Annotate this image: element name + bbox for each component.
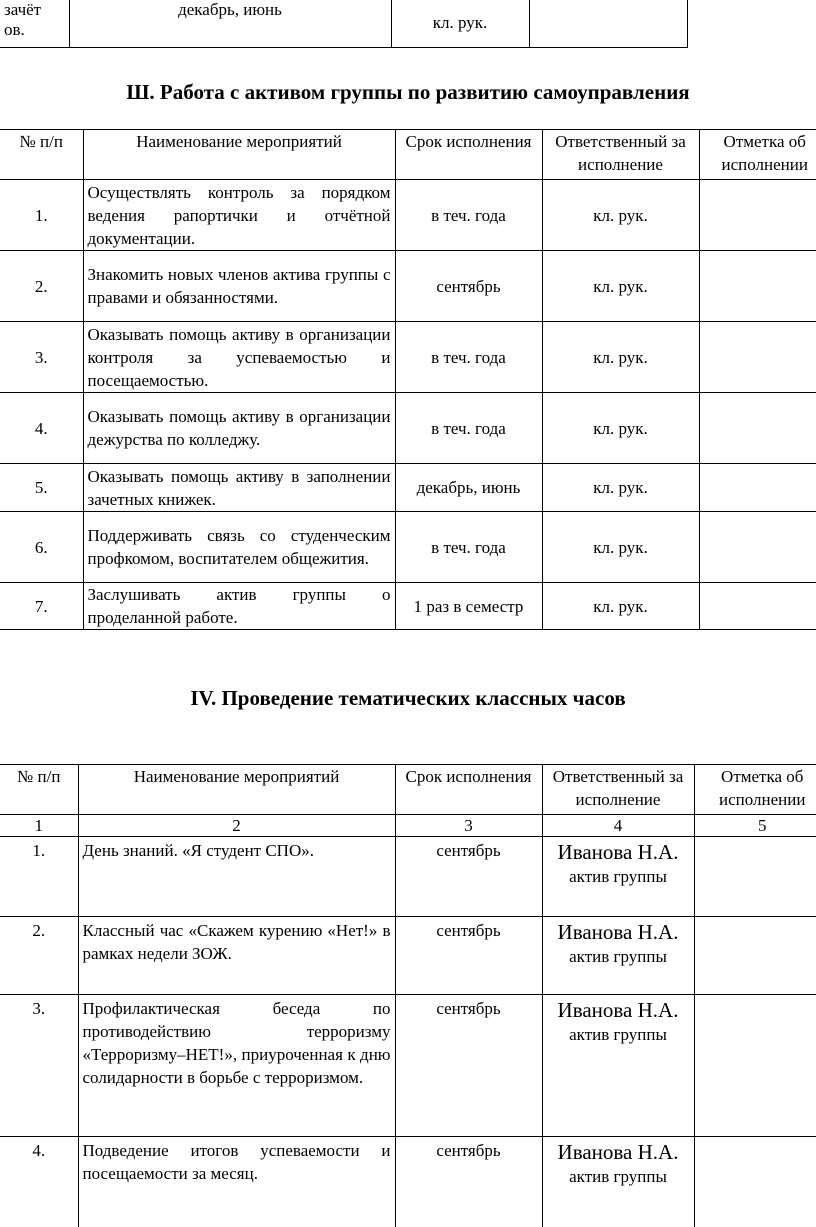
- row-mark: [699, 393, 816, 464]
- row-resp: кл. рук.: [542, 512, 699, 583]
- section-3-table: [0, 129, 816, 630]
- top-cell-3: кл. рук.: [391, 0, 529, 47]
- table-row: [0, 393, 816, 464]
- table-row: [0, 995, 816, 1137]
- table-row: [0, 180, 816, 251]
- row-term: сентябрь: [395, 995, 542, 1137]
- header-term: Срок исполнения: [395, 765, 542, 815]
- header-name: Наименование мероприятий: [78, 765, 395, 815]
- row-mark: [699, 464, 816, 512]
- header-resp: Ответственный за исполнение: [542, 130, 699, 180]
- header-mark: Отметка об исполнении: [699, 130, 816, 180]
- header-mark: Отметка об исполнении: [694, 765, 816, 815]
- row-term: декабрь, июнь: [395, 464, 542, 512]
- resp-name: Иванова Н.А.: [557, 998, 679, 1022]
- row-resp: [542, 995, 694, 1137]
- row-name: Поддерживать связь со студенческим профкомом, воспитателем общежития.: [83, 512, 395, 583]
- section-3-title: Ш. Работа с активом группы по развитию самоуправления: [126, 80, 690, 104]
- row-num: 4.: [0, 393, 83, 464]
- row-resp: [542, 837, 694, 917]
- row-name: Подведение итогов успеваемости и посещаемости за месяц.: [78, 1137, 395, 1227]
- row-term: 1 раз в семестр: [395, 583, 542, 630]
- row-resp: кл. рук.: [542, 583, 699, 630]
- row-num: 2.: [0, 917, 78, 995]
- row-num: 6.: [0, 512, 83, 583]
- row-mark: [699, 251, 816, 322]
- row-name: Оказывать помощь активу в организации контроля за успеваемостью и посещаемостью.: [83, 322, 395, 393]
- col-number: 1: [0, 815, 78, 837]
- row-name: Осуществлять контроль за порядком ведения рапортички и отчётной документации.: [83, 180, 395, 251]
- table-header-row: [0, 765, 816, 815]
- top-partial-table: [0, 0, 688, 48]
- resp-name: Иванова Н.А.: [557, 840, 679, 864]
- row-resp: [542, 1137, 694, 1227]
- resp-extra: актив группы: [569, 1167, 667, 1186]
- table-row: [0, 464, 816, 512]
- row-term: сентябрь: [395, 837, 542, 917]
- row-resp: кл. рук.: [542, 251, 699, 322]
- row-name: Классный час «Скажем курению «Нет!» в рамках недели ЗОЖ.: [78, 917, 395, 995]
- row-term: сентябрь: [395, 251, 542, 322]
- row-resp: кл. рук.: [542, 180, 699, 251]
- row-num: 1.: [0, 837, 78, 917]
- section-4-title: IV. Проведение тематических классных часов: [190, 686, 626, 710]
- resp-extra: актив группы: [569, 867, 667, 886]
- col-number: 5: [694, 815, 816, 837]
- row-resp: [542, 917, 694, 995]
- header-name: Наименование мероприятий: [83, 130, 395, 180]
- resp-name: Иванова Н.А.: [557, 920, 679, 944]
- col-number: 2: [78, 815, 395, 837]
- row-term: в теч. года: [395, 322, 542, 393]
- row-name: Оказывать помощь активу в организации дежурства по колледжу.: [83, 393, 395, 464]
- top-cell-2: декабрь, июнь: [69, 0, 391, 47]
- table-row: [0, 322, 816, 393]
- row-num: 3.: [0, 995, 78, 1137]
- row-mark: [699, 180, 816, 251]
- row-term: сентябрь: [395, 1137, 542, 1227]
- row-name: Заслушивать актив группы о проделанной работе.: [83, 583, 395, 630]
- row-mark: [694, 837, 816, 917]
- row-name: Профилактическая беседа по противодействию терроризму «Терроризму–НЕТ!», приуроченная к дню солидарности в борьбе с терроризмом.: [78, 995, 395, 1137]
- row-mark: [694, 995, 816, 1137]
- top-cell-4: [529, 0, 687, 47]
- resp-name: Иванова Н.А.: [557, 1140, 679, 1164]
- table-row: [0, 583, 816, 630]
- row-term: сентябрь: [395, 917, 542, 995]
- row-resp: кл. рук.: [542, 393, 699, 464]
- table-row: [0, 512, 816, 583]
- table-row: [0, 837, 816, 917]
- row-num: 3.: [0, 322, 83, 393]
- table-row: [0, 1137, 816, 1227]
- header-resp: Ответственный за исполнение: [542, 765, 694, 815]
- col-number: 4: [542, 815, 694, 837]
- resp-extra: актив группы: [569, 1025, 667, 1044]
- table-row: [0, 251, 816, 322]
- row-mark: [694, 1137, 816, 1227]
- row-mark: [699, 512, 816, 583]
- row-num: 5.: [0, 464, 83, 512]
- row-num: 7.: [0, 583, 83, 630]
- row-term: в теч. года: [395, 512, 542, 583]
- row-num: 4.: [0, 1137, 78, 1227]
- row-term: в теч. года: [395, 180, 542, 251]
- row-term: в теч. года: [395, 393, 542, 464]
- table-row: [0, 0, 687, 47]
- section-4-table: [0, 764, 816, 1227]
- header-num: № п/п: [0, 765, 78, 815]
- row-mark: [694, 917, 816, 995]
- row-name: Знакомить новых членов актива группы с правами и обязанностями.: [83, 251, 395, 322]
- column-number-row: [0, 815, 816, 837]
- table-header-row: [0, 130, 816, 180]
- header-num: № п/п: [0, 130, 83, 180]
- resp-extra: актив группы: [569, 947, 667, 966]
- table-row: [0, 917, 816, 995]
- row-num: 1.: [0, 180, 83, 251]
- row-name: День знаний. «Я студент СПО».: [78, 837, 395, 917]
- top-cell-1: зачёт ов.: [0, 0, 69, 47]
- row-name: Оказывать помощь активу в заполнении зачетных книжек.: [83, 464, 395, 512]
- row-mark: [699, 322, 816, 393]
- row-num: 2.: [0, 251, 83, 322]
- row-mark: [699, 583, 816, 630]
- row-resp: кл. рук.: [542, 464, 699, 512]
- col-number: 3: [395, 815, 542, 837]
- header-term: Срок исполнения: [395, 130, 542, 180]
- row-resp: кл. рук.: [542, 322, 699, 393]
